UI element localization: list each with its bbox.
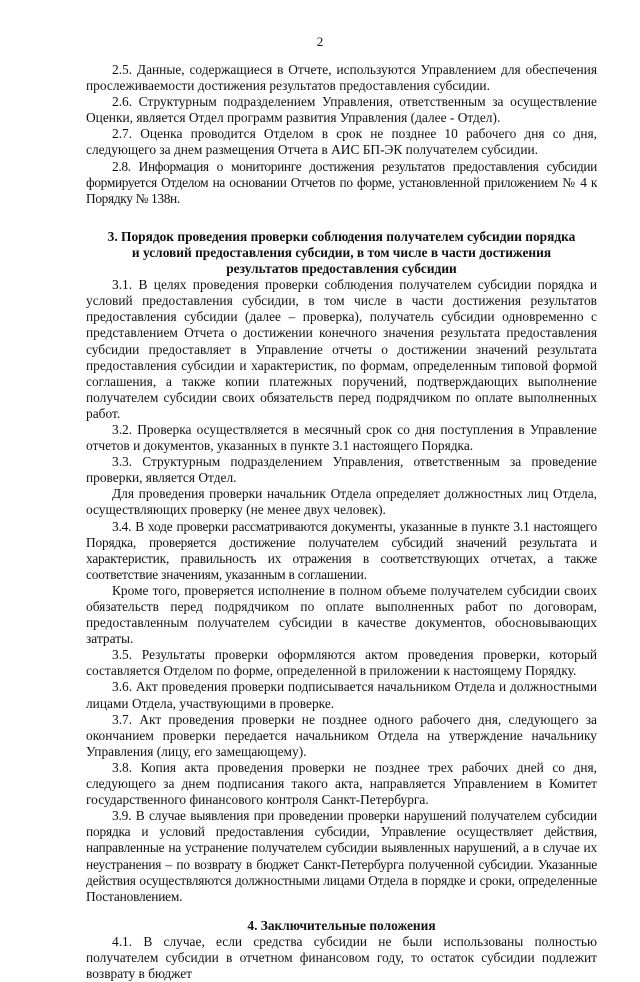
section-3-heading-line: результатов предоставления субсидии — [226, 261, 457, 277]
paragraph-3-6: 3.6. Акт проведения проверки подписывается начальником Отдела и должностными лицами Отдела, участвующими в проверке. — [86, 679, 597, 711]
section-3-heading — [86, 229, 597, 277]
section-4-heading: 4. Заключительные положения — [247, 917, 436, 933]
paragraph-4-1: 4.1. В случае, если средства субсидии не были использованы полностью получателем субсидии в отчетном финансовом году, то остаток субсидии подлежит возврату в бюджет — [86, 933, 597, 982]
section-3-heading-line: 3. Порядок проведения проверки соблюдения получателем субсидии порядка — [107, 228, 576, 244]
paragraph-2-7: 2.7. Оценка проводится Отделом в срок не позднее 10 рабочего дня со дня, следующего за днем размещения Отчета в АИС БП-ЭК получателем субсидии. — [86, 126, 597, 158]
paragraph-2-8: 2.8. Информация о мониторинге достижения результатов предоставления субсидии формируется Отделом на основании Отчетов по форме, установленной приложением № 4 к Порядку № 138н. — [86, 158, 597, 206]
paragraph-3-4-cont: Кроме того, проверяется исполнение в полном объеме получателем субсидии своих обязательств перед подрядчиком по оплате выполненных работ по договорам, предоставленным получателем субсидии в качестве документов, обосновывающих затраты. — [86, 582, 597, 647]
paragraph-3-2: 3.2. Проверка осуществляется в месячный срок со дня поступления в Управление отчетов и документов, указанных в пункте 3.1 настоящего Порядка. — [86, 421, 597, 454]
document-body — [86, 62, 597, 982]
paragraph-3-3: 3.3. Структурным подразделением Управления, ответственным за проведение проверки, является Отдел. — [86, 454, 597, 486]
paragraph-3-1: 3.1. В целях проведения проверки соблюдения получателем субсидии порядка и условий предоставления субсидии, в том числе в части достижения результатов предоставления субсидии (далее – проверка), получатель субсидии одновременно с представлением Отчета о достижении конечного значения результата предоставления субсидии предоставляет в Управление отчеты о достижении значений результата предоставления субсидии и характеристик, по формам, определенным типовой формой соглашения, а также копии платежных поручений, подтверждающих выполнение получателем субсидии своих обязательств перед подрядчиком по оплате выполненных работ. — [86, 277, 597, 421]
paragraph-3-4: 3.4. В ходе проверки рассматриваются документы, указанные в пункте 3.1 настоящего Порядка, проверяется достижение получателем субсидий значений результата и характеристик, правильность их отражения в соответствующих отчетах, а также соответствие значениям, указанным в соглашении. — [86, 518, 597, 582]
page-number: 2 — [316, 34, 324, 49]
paragraph-3-5: 3.5. Результаты проверки оформляются актом проведения проверки, который составляется Отделом по форме, определенной в приложении к настоящему Порядку. — [86, 647, 597, 679]
paragraph-3-9: 3.9. В случае выявления при проведении проверки нарушений получателем субсидии порядка и условий предоставления субсидии, Управление осуществляет действия, направленные на устранение получателем субсидии выявленных нарушений, а в случае их неустранения – по возврату в бюджет Санкт-Петербурга полученной субсидии. Указанные действия осуществляются должностными лицами Отдела в порядке и сроки, определенные Постановлением. — [86, 808, 597, 904]
paragraph-3-8: 3.8. Копия акта проведения проверки не позднее трех рабочих дней со дня, следующего за днем подписания такого акта, направляется Управлением в Комитет государственного финансового контроля Санкт-Петербурга. — [86, 759, 597, 808]
paragraph-2-5: 2.5. Данные, содержащиеся в Отчете, используются Управлением для обеспечения прослеживаемости достижения результатов предоставления субсидии. — [86, 62, 597, 94]
paragraph-3-7: 3.7. Акт проведения проверки не позднее одного рабочего дня, следующего за окончанием проверки передается начальником Отдела на утверждение начальнику Управления (лицу, его замещающему). — [86, 711, 597, 759]
paragraph-2-6: 2.6. Структурным подразделением Управления, ответственным за осуществление Оценки, является Отдел программ развития Управления (далее - Отдел). — [86, 94, 597, 126]
section-3-heading-line: и условий предоставления субсидии, в том числе в части достижения — [131, 244, 552, 260]
paragraph-3-3-cont: Для проведения проверки начальник Отдела определяет должностных лиц Отдела, осуществляющих проверку (не менее двух человек). — [86, 486, 597, 518]
